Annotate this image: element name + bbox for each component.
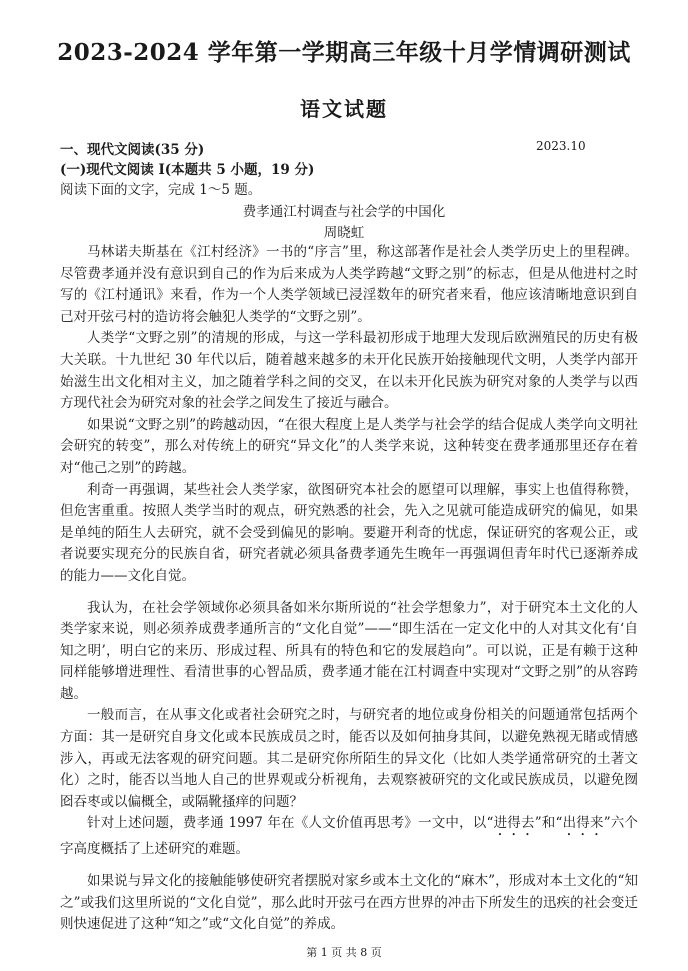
article-paragraph-6: 一般而言，在从事文化或者社会研究之时，与研究者的地位或身份相关的问题通常包括两个方面：其一是研究自身文化或本民族成员之时，能否以及如何抽身其间，以避免熟视无睹或情感涉入，再或无法客观的研究问题。其二是研究你所陌生的异文化（比如人类学通常研究的土著文化）之时，能否以当地人自己的世界观或分析视角，去观察被研究的文化或民族成员，以避免囫囵吞枣或以偏概全，或隔靴搔痒的问题？	[60, 707, 638, 810]
page-indicator: 第 1 页 共 8 页	[306, 946, 382, 959]
article-title: 费孝通江村调查与社会学的中国化	[242, 204, 446, 220]
subject-title: 语文试题	[300, 97, 388, 121]
article-paragraph-5: 我认为，在社会学领域你必须具备如米尔斯所说的“社会学想象力”，对于研究本土文化的人类学家来说，则必须养成费孝通所言的“文化自觉”——“即生活在一定文化中的人对其文化有‘自知之明’，明白它的来历、形成过程、所具有的特色和它的发展趋向”。可以说，正是有赖于这种同样能够增进理性、看清世事的心智品质，费孝通才能在江村调查中实现对“文野之别”的从容跨越。	[60, 599, 638, 702]
article-paragraph-4: 利奇一再强调，某些社会人类学家，欲图研究本社会的愿望可以理解，事实上也值得称赞，但危害重重。按照人类学当时的观点，研究熟悉的社会，先入之见就可能造成研究的偏见，如果是单纯的陌生人去研究，就不会受到偏见的影响。要避开利奇的忧虑，保证研究的客观公正，或者说要实现充分的民族自省，研究者就必须具备费孝通先生晚年一再强调但青年时代已逐渐养成的能力——文化自觉。	[60, 481, 638, 584]
article-paragraph-3: 如果说“文野之别”的跨越动因，“在很大程度上是人类学与社会学的结合促成人类学向文明社会研究的转变”，那么对传统上的研究“异文化”的人类学来说，这种转变在费孝通那里还存在着对“他己之别”的跨越。	[60, 416, 638, 476]
reading-instruction: 阅读下面的文字，完成 1～5 题。	[60, 182, 262, 198]
paragraph-7-text-b: ”和“	[534, 815, 563, 832]
article-body	[60, 242, 638, 936]
emphasized-phrase-chu-de-lai: 出得来	[562, 815, 604, 832]
paragraph-7-text-c: ”六个字高度概括了上述研究的难题。	[60, 815, 639, 858]
exam-title: 2023-2024 学年第一学期高三年级十月学情调研测试	[57, 39, 631, 66]
exam-date: 2023.10	[536, 139, 586, 153]
article-author: 周晓虹	[323, 225, 365, 241]
article-paragraph-2: 人类学“文野之别”的清规的形成，与这一学科最初形成于地理大发现后欧洲殖民的历史有极大关联。十九世纪 30 年代以后，随着越来越多的未开化民族开始接触现代文明，人类学内部开始滋生出文化相对主义，加之随着学科之间的交叉，在以未开化民族为研究对象的人类学与以西方现代社会为研究对象的社会学之间发生了接近与融合。	[60, 330, 638, 412]
emphasized-phrase-jin-de-qu: 进得去	[493, 815, 535, 832]
article-paragraph-8: 如果说与异文化的接触能够使研究者摆脱对家乡或本土文化的“麻木”，形成对本土文化的“知之”或我们这里所说的“文化自觉”，那么此时开弦弓在西方世界的冲击下所发生的迅疾的社会变迁则快速促进了这种“知之”或“文化自觉”的养成。	[60, 873, 638, 933]
section-heading: 一、现代文阅读(35 分)	[60, 142, 205, 158]
article-paragraph-7	[60, 813, 638, 861]
article-paragraph-1: 马林诺夫斯基在《江村经济》一书的“序言”里，称这部著作是社会人类学历史上的里程碑。尽管费孝通并没有意识到自己的作为后来成为人类学跨越“文野之别”的标志，但是从他进村之时写的《江村通讯》来看，作为一个人类学领域已浸淫数年的研究者来看，他应该清晰地意识到自己对开弦弓村的造访将会触犯人类学的“文野之别”。	[60, 244, 638, 325]
paragraph-7-text-a: 针对上述问题，费孝通 1997 年在《人文价值再思考》一文中，以“	[87, 815, 494, 832]
subsection-heading: (一)现代文阅读 I(本题共 5 小题，19 分)	[60, 162, 315, 178]
